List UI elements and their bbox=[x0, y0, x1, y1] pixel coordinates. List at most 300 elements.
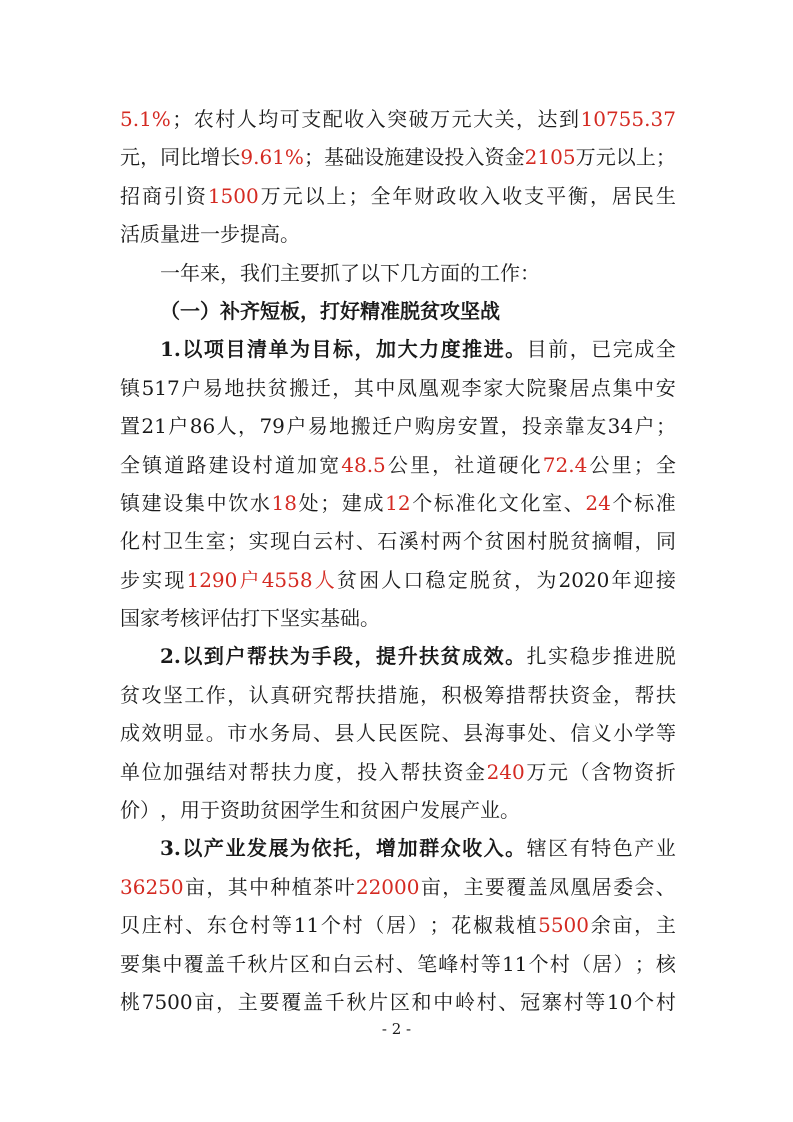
text-char: 和 bbox=[310, 951, 331, 976]
text-char: 院 bbox=[526, 375, 547, 400]
text-char: 高 bbox=[260, 222, 280, 247]
bold-text: ， bbox=[354, 836, 375, 861]
text-char: 配 bbox=[322, 107, 343, 131]
text-char: 片 bbox=[268, 951, 289, 976]
text-char: 李 bbox=[461, 375, 482, 400]
text-char: 极 bbox=[463, 682, 483, 707]
text-char: 地 bbox=[224, 375, 245, 400]
bold-text: 为 bbox=[289, 836, 310, 861]
text-char: 施 bbox=[384, 145, 405, 170]
bold-text: 手 bbox=[311, 644, 332, 669]
text-char: 会 bbox=[634, 874, 655, 899]
text-char: 收 bbox=[344, 107, 365, 131]
text-char: 帮 bbox=[634, 682, 655, 707]
text-char: 招 bbox=[120, 183, 140, 208]
text-char: 同 bbox=[160, 145, 181, 170]
text-char: 强 bbox=[184, 759, 205, 784]
text-char: 云 bbox=[353, 951, 374, 976]
text-char: 投 bbox=[444, 145, 465, 170]
text-char: 村 bbox=[342, 913, 363, 938]
text-char: 秋 bbox=[346, 989, 367, 1014]
text-char: 户 bbox=[181, 375, 202, 400]
text-char: 。 bbox=[500, 798, 520, 823]
text-char: ， bbox=[206, 874, 227, 899]
text-char: 区 bbox=[389, 989, 410, 1014]
text-char: ； bbox=[655, 414, 676, 439]
text-char: 等 bbox=[585, 989, 606, 1014]
text-char: 居 bbox=[386, 913, 407, 938]
text-char: 增 bbox=[200, 145, 221, 170]
text-char: 信 bbox=[570, 721, 591, 746]
text-char: 物 bbox=[612, 759, 633, 784]
text-char: ， bbox=[569, 337, 590, 362]
text-char: 处 bbox=[527, 721, 548, 746]
text-char: 院 bbox=[420, 721, 441, 746]
text-char: 其 bbox=[353, 375, 374, 400]
text-char: 完 bbox=[612, 337, 633, 362]
text-char: 、 bbox=[355, 529, 376, 554]
text-char: 、 bbox=[563, 490, 584, 515]
bold-text: ， bbox=[354, 644, 375, 669]
text-char: 定 bbox=[447, 567, 468, 592]
text-char: 覆 bbox=[183, 951, 204, 976]
text-char: 集 bbox=[184, 490, 205, 515]
text-char: 石 bbox=[377, 529, 398, 554]
bold-text: 帮 bbox=[246, 644, 267, 669]
text-char: 房 bbox=[436, 414, 457, 439]
text-char: 元 bbox=[547, 759, 568, 784]
text-char: 们 bbox=[260, 260, 280, 285]
text-char: 居 bbox=[611, 183, 632, 208]
text-char: 资 bbox=[443, 759, 464, 784]
text-char: 购 bbox=[414, 414, 435, 439]
text-line bbox=[120, 138, 676, 176]
text-char: 一 bbox=[160, 260, 180, 285]
text-char: ， bbox=[514, 567, 535, 592]
text-char: 入 bbox=[480, 183, 501, 208]
text-char: 11 bbox=[293, 913, 320, 938]
text-char: 中 bbox=[206, 490, 227, 515]
text-char: 79 bbox=[259, 414, 285, 439]
highlighted-figure: 24 bbox=[585, 490, 611, 515]
text-char: 凰 bbox=[570, 874, 591, 899]
bold-text: 以 bbox=[182, 836, 203, 861]
bold-text: 加 bbox=[376, 337, 397, 362]
text-char: 植 bbox=[516, 913, 537, 938]
text-line bbox=[120, 254, 676, 292]
text-char: 里 bbox=[611, 452, 632, 477]
text-char: 帽 bbox=[613, 529, 634, 554]
text-char: 11 bbox=[501, 951, 528, 976]
bold-text: 户 bbox=[225, 644, 246, 669]
text-char: 的 bbox=[460, 260, 480, 285]
highlighted-figure: 4558 bbox=[261, 567, 313, 592]
text-char: 实 bbox=[142, 567, 163, 592]
text-char: 业 bbox=[655, 836, 676, 861]
text-char: 人 bbox=[236, 107, 257, 131]
text-char: 室 bbox=[542, 490, 563, 515]
text-line bbox=[120, 945, 676, 983]
text-char: 中 bbox=[433, 989, 454, 1014]
text-char: 迎 bbox=[633, 567, 654, 592]
text-char: 工 bbox=[184, 682, 205, 707]
bold-text: 发 bbox=[246, 836, 267, 861]
text-char: 困 bbox=[380, 798, 400, 823]
text-char: 现 bbox=[270, 529, 291, 554]
bold-text: 大 bbox=[397, 337, 418, 362]
text-char: 村 bbox=[163, 913, 184, 938]
text-char: 、 bbox=[498, 989, 519, 1014]
text-char: ， bbox=[160, 798, 180, 823]
text-char: ， bbox=[432, 452, 453, 477]
text-char: 万 bbox=[575, 145, 596, 170]
text-char: 村 bbox=[527, 529, 548, 554]
bold-text: 依 bbox=[311, 836, 332, 861]
text-char: 入 bbox=[378, 759, 399, 784]
text-char: 平 bbox=[546, 183, 567, 208]
text-line bbox=[120, 215, 676, 253]
text-char: 村 bbox=[334, 529, 355, 554]
text-char: 面 bbox=[440, 260, 460, 285]
text-char: 凰 bbox=[418, 375, 439, 400]
text-char: 助 bbox=[240, 798, 260, 823]
bold-text: ， bbox=[300, 298, 320, 323]
text-char: 宽 bbox=[319, 452, 340, 477]
text-char: 单 bbox=[120, 759, 140, 784]
text-char: 靠 bbox=[564, 414, 585, 439]
text-char: 区 bbox=[548, 836, 569, 861]
text-char: 茶 bbox=[313, 874, 334, 899]
text-char: 贫 bbox=[484, 529, 505, 554]
text-char: 现 bbox=[164, 567, 185, 592]
text-char: 民 bbox=[377, 721, 398, 746]
text-char: 政 bbox=[436, 183, 457, 208]
bold-text: 补 bbox=[220, 298, 240, 323]
text-char: 家 bbox=[483, 375, 504, 400]
text-char: 贫 bbox=[492, 567, 512, 592]
text-char: 建 bbox=[404, 145, 425, 170]
text-char: 大 bbox=[504, 375, 525, 400]
text-line bbox=[120, 599, 676, 637]
text-char: 了 bbox=[340, 260, 360, 285]
text-char: 化 bbox=[477, 490, 498, 515]
bold-text: （ bbox=[160, 298, 180, 323]
text-line bbox=[120, 906, 676, 944]
text-char: 可 bbox=[279, 107, 300, 131]
text-char: 上 bbox=[635, 145, 656, 170]
text-char: 。 bbox=[205, 721, 226, 746]
text-char: 真 bbox=[270, 682, 291, 707]
text-char: 坚 bbox=[162, 682, 183, 707]
text-char: 显 bbox=[184, 721, 205, 746]
text-char: 盖 bbox=[527, 874, 548, 899]
text-char: 步 bbox=[220, 222, 240, 247]
text-char: 要 bbox=[120, 951, 140, 976]
text-char: 片 bbox=[368, 989, 389, 1014]
text-char: 民 bbox=[633, 183, 654, 208]
text-char: 个 bbox=[528, 951, 549, 976]
bold-text: 提 bbox=[376, 644, 397, 669]
text-char: 下 bbox=[260, 606, 280, 631]
text-char: 主 bbox=[237, 989, 258, 1014]
bold-text: 单 bbox=[268, 337, 289, 362]
text-char: 全 bbox=[120, 452, 140, 477]
text-char: 基 bbox=[324, 145, 345, 170]
bold-text: 。 bbox=[505, 836, 526, 861]
bold-text: 短 bbox=[260, 298, 280, 323]
highlighted-figure: 18 bbox=[271, 490, 297, 515]
text-char: 年 bbox=[392, 183, 413, 208]
text-char: 来 bbox=[200, 260, 220, 285]
text-char: 置 bbox=[120, 414, 140, 439]
text-char: 区 bbox=[289, 951, 310, 976]
bold-text: 板 bbox=[280, 298, 300, 323]
text-char: 以 bbox=[360, 260, 380, 285]
text-char: ， bbox=[140, 145, 161, 170]
text-char: 年 bbox=[611, 567, 632, 592]
text-char: ， bbox=[634, 529, 655, 554]
bold-text: 为 bbox=[289, 644, 310, 669]
text-char: 扶 bbox=[355, 682, 376, 707]
text-line bbox=[120, 484, 676, 522]
text-char: ； bbox=[348, 183, 369, 208]
text-char: 金 bbox=[591, 682, 612, 707]
text-char: 委 bbox=[613, 874, 634, 899]
text-char: 筹 bbox=[484, 682, 505, 707]
text-char: 扶 bbox=[655, 682, 676, 707]
text-line bbox=[120, 983, 676, 1021]
text-char: 推 bbox=[612, 644, 633, 669]
text-char: 质 bbox=[140, 222, 160, 247]
text-line bbox=[120, 177, 676, 215]
text-line bbox=[120, 561, 676, 599]
bold-text: 目 bbox=[311, 337, 332, 362]
text-char: 步 bbox=[591, 644, 612, 669]
text-char: 财 bbox=[414, 183, 435, 208]
text-char: 困 bbox=[505, 529, 526, 554]
text-char: 点 bbox=[591, 375, 611, 400]
text-char: 2020 bbox=[558, 567, 610, 592]
text-char: 为 bbox=[536, 567, 557, 592]
text-char: 以 bbox=[304, 183, 325, 208]
text-char: 建 bbox=[208, 452, 229, 477]
text-char: ， bbox=[442, 874, 463, 899]
text-char: 中 bbox=[162, 951, 183, 976]
text-char: 资 bbox=[570, 682, 591, 707]
text-char: 明 bbox=[162, 721, 183, 746]
text-char: 要 bbox=[484, 874, 505, 899]
text-char: 事 bbox=[505, 721, 526, 746]
bold-text: 进 bbox=[483, 337, 504, 362]
text-char: 村 bbox=[141, 529, 162, 554]
text-char: 人 bbox=[355, 721, 376, 746]
text-char: 市 bbox=[227, 721, 248, 746]
text-char: 投 bbox=[357, 759, 378, 784]
text-char: 学 bbox=[300, 798, 320, 823]
text-char: 突 bbox=[387, 107, 408, 131]
text-char: 其 bbox=[227, 874, 248, 899]
text-char: 桃 bbox=[120, 989, 140, 1014]
text-char: 庄 bbox=[141, 913, 162, 938]
bold-text: 1. bbox=[160, 337, 181, 362]
text-char: 帮 bbox=[400, 759, 421, 784]
text-char: 个 bbox=[412, 490, 433, 515]
text-char: 千 bbox=[324, 989, 345, 1014]
text-char: （ bbox=[571, 951, 592, 976]
text-char: ； bbox=[634, 951, 655, 976]
text-char: 国 bbox=[120, 606, 140, 631]
text-char: 义 bbox=[591, 721, 612, 746]
text-char: 路 bbox=[186, 452, 207, 477]
text-char: 21 bbox=[141, 414, 167, 439]
text-char: 观 bbox=[440, 375, 461, 400]
text-char: 万 bbox=[526, 759, 547, 784]
text-char: 金 bbox=[465, 759, 485, 784]
text-char: 标 bbox=[634, 490, 655, 515]
text-char: 人 bbox=[381, 567, 402, 592]
text-char: 学 bbox=[634, 721, 655, 746]
highlighted-figure: 人 bbox=[314, 567, 335, 592]
text-char: ， bbox=[216, 989, 237, 1014]
text-char: 覆 bbox=[281, 989, 302, 1014]
text-char: 覆 bbox=[506, 874, 527, 899]
text-char: 易 bbox=[307, 414, 328, 439]
text-char: 资 bbox=[185, 183, 206, 208]
bold-text: 增 bbox=[376, 836, 397, 861]
bold-text: 脱 bbox=[400, 298, 420, 323]
text-char: 贫 bbox=[260, 798, 280, 823]
text-char: 栽 bbox=[494, 913, 515, 938]
text-char: 贝 bbox=[120, 913, 140, 938]
text-line bbox=[120, 829, 676, 867]
text-line bbox=[120, 676, 676, 714]
text-char: 余 bbox=[590, 913, 611, 938]
text-char: 家 bbox=[140, 606, 160, 631]
text-char: 入 bbox=[464, 145, 485, 170]
text-char: 引 bbox=[163, 183, 184, 208]
text-char: 资 bbox=[484, 145, 505, 170]
text-char: 等 bbox=[655, 721, 676, 746]
text-char: 业 bbox=[480, 798, 500, 823]
bold-text: 为 bbox=[289, 337, 310, 362]
text-char: 万 bbox=[260, 183, 281, 208]
text-char: 7500 bbox=[141, 989, 193, 1014]
text-char: ， bbox=[634, 913, 655, 938]
bold-text: 业 bbox=[225, 836, 246, 861]
text-char: 对 bbox=[227, 759, 248, 784]
text-char: 以 bbox=[615, 145, 636, 170]
bold-text: 效 bbox=[483, 644, 504, 669]
text-char: 建 bbox=[341, 490, 362, 515]
text-char: 措 bbox=[377, 682, 398, 707]
text-char: 村 bbox=[215, 107, 236, 131]
text-char: 力 bbox=[292, 759, 313, 784]
text-char: 集 bbox=[141, 951, 162, 976]
text-char: 个 bbox=[320, 913, 341, 938]
text-char: 10 bbox=[607, 989, 633, 1014]
highlighted-figure: 36250 bbox=[120, 874, 184, 899]
text-char: 一 bbox=[200, 222, 220, 247]
text-char: 云 bbox=[312, 529, 333, 554]
text-char: 海 bbox=[484, 721, 505, 746]
text-char: ， bbox=[238, 414, 259, 439]
text-char: 资 bbox=[220, 798, 240, 823]
text-char: 加 bbox=[297, 452, 317, 477]
text-line bbox=[120, 407, 676, 445]
text-char: ， bbox=[332, 375, 353, 400]
text-char: 村 bbox=[250, 913, 271, 938]
text-char: 设 bbox=[364, 145, 385, 170]
text-char: 两 bbox=[441, 529, 462, 554]
text-char: 和 bbox=[411, 989, 432, 1014]
text-char: 亲 bbox=[543, 414, 564, 439]
text-char: 标 bbox=[433, 490, 454, 515]
text-char: 辖 bbox=[526, 836, 547, 861]
bold-text: 段 bbox=[333, 644, 354, 669]
text-char: 摘 bbox=[591, 529, 612, 554]
text-char: 达 bbox=[537, 107, 558, 131]
text-char: 等 bbox=[480, 951, 501, 976]
text-char: 易 bbox=[202, 375, 223, 400]
text-char: 医 bbox=[398, 721, 419, 746]
text-char: 坚 bbox=[280, 606, 300, 631]
bold-text: 精 bbox=[360, 298, 380, 323]
text-char: ， bbox=[516, 107, 537, 131]
highlighted-figure: 22000 bbox=[355, 874, 420, 899]
text-char: 镇 bbox=[142, 452, 163, 477]
text-char: 扶 bbox=[548, 682, 569, 707]
text-char: 有 bbox=[569, 836, 590, 861]
text-char: 前 bbox=[548, 337, 569, 362]
text-char: 县 bbox=[334, 721, 355, 746]
text-char: 主 bbox=[280, 260, 300, 285]
text-char: 准 bbox=[455, 490, 476, 515]
bold-text: 入 bbox=[483, 836, 504, 861]
highlighted-figure: 5.1% bbox=[120, 107, 171, 131]
text-char: 长 bbox=[220, 145, 241, 170]
text-char: 量 bbox=[160, 222, 180, 247]
text-line bbox=[120, 522, 676, 560]
text-char: 户 bbox=[634, 414, 655, 439]
text-char: 成 bbox=[120, 721, 140, 746]
text-char: 元 bbox=[451, 107, 472, 131]
text-char: 基 bbox=[320, 606, 340, 631]
text-char: 友 bbox=[586, 414, 607, 439]
text-char: 花 bbox=[451, 913, 472, 938]
text-char: 核 bbox=[180, 606, 200, 631]
bold-text: 托 bbox=[333, 836, 354, 861]
bold-text: 以 bbox=[182, 337, 203, 362]
text-char: 活 bbox=[120, 222, 140, 247]
text-char: 溪 bbox=[398, 529, 419, 554]
text-line bbox=[120, 446, 676, 484]
bold-text: 群 bbox=[419, 836, 440, 861]
text-char: 生 bbox=[655, 183, 676, 208]
text-char: 上 bbox=[326, 183, 347, 208]
text-char: 估 bbox=[220, 606, 240, 631]
text-char: 困 bbox=[280, 798, 300, 823]
text-char: 盖 bbox=[204, 951, 225, 976]
text-char: 个 bbox=[463, 529, 483, 554]
text-char: 局 bbox=[291, 721, 312, 746]
text-char: 全 bbox=[655, 452, 676, 477]
bold-text: 力 bbox=[419, 337, 440, 362]
text-char: 中 bbox=[249, 874, 270, 899]
text-char: 收 bbox=[502, 183, 523, 208]
page-number: - 2 - bbox=[381, 1020, 412, 1038]
text-char: 生 bbox=[320, 798, 340, 823]
text-char: 均 bbox=[258, 107, 279, 131]
